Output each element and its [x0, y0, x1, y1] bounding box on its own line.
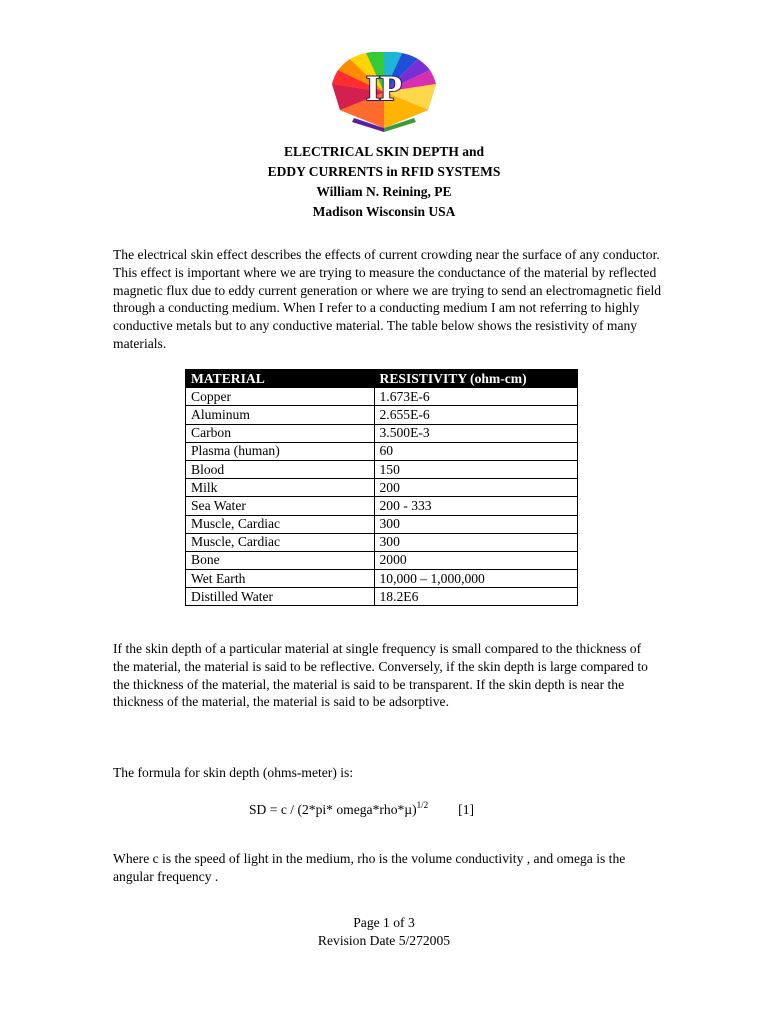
resistivity-cell: 1.673E-6 — [374, 388, 578, 406]
title-line-2: EDDY CURRENTS in RFID SYSTEMS — [267, 164, 501, 179]
table-row — [186, 551, 578, 569]
material-cell: Carbon — [186, 424, 375, 442]
resistivity-cell: 300 — [374, 515, 578, 533]
equation-number: [1] — [458, 802, 475, 817]
resistivity-table — [185, 369, 578, 606]
logo-text: IP — [366, 68, 402, 108]
resistivity-cell: 2.655E-6 — [374, 406, 578, 424]
resistivity-cell: 60 — [374, 442, 578, 460]
page-number: Page 1 of 3 — [353, 915, 415, 930]
column-header-material: MATERIAL — [186, 370, 375, 388]
resistivity-cell: 200 - 333 — [374, 497, 578, 515]
material-cell: Blood — [186, 460, 375, 478]
resistivity-cell: 2000 — [374, 551, 578, 569]
material-cell: Sea Water — [186, 497, 375, 515]
revision-date: Revision Date 5/272005 — [317, 932, 451, 948]
company-logo — [324, 52, 444, 132]
table-row — [186, 497, 578, 515]
formula-exponent: 1/2 — [416, 800, 429, 810]
column-header-resistivity: RESISTIVITY (ohm-cm) — [374, 370, 578, 388]
table-row — [186, 406, 578, 424]
table-row — [186, 460, 578, 478]
table-row — [186, 588, 578, 606]
table-header-row — [186, 370, 578, 388]
resistivity-cell: 3.500E-3 — [374, 424, 578, 442]
table-row — [186, 479, 578, 497]
material-cell: Wet Earth — [186, 570, 375, 588]
material-cell: Muscle, Cardiac — [186, 533, 375, 551]
document-title-block — [0, 142, 768, 222]
material-cell: Copper — [186, 388, 375, 406]
material-cell: Milk — [186, 479, 375, 497]
table-row — [186, 442, 578, 460]
table-row — [186, 424, 578, 442]
intro-paragraph: The electrical skin effect describes the effects of current crowding near the surface of any conductor. This effect is important where we are trying to measure the conductance of the material by reflected magnetic flux due to eddy current generation or where we are trying to send an electromagnetic field through a conducting medium. When I refer to a conducting medium I am not referring to highly conductive metals but to any conductive material. The table below shows the resistivity of many materials. — [113, 247, 662, 351]
title-line-1: ELECTRICAL SKIN DEPTH and — [284, 144, 484, 159]
table-row — [186, 570, 578, 588]
material-cell: Plasma (human) — [186, 442, 375, 460]
material-cell: Bone — [186, 551, 375, 569]
material-cell: Distilled Water — [186, 588, 375, 606]
page-footer — [0, 914, 768, 949]
skin-depth-paragraph: If the skin depth of a particular material at single frequency is small compared to the thickness of the material, the material is said to be reflective. Conversely, if the skin depth is large compared to the thickness of the material, the material is said to be transparent. If the skin depth is near the thickness of the material, the material is said to be adsorptive. — [113, 641, 648, 710]
resistivity-cell: 300 — [374, 533, 578, 551]
definitions-paragraph: Where c is the speed of light in the medium, rho is the volume conductivity , and omega is the angular frequency . — [113, 851, 626, 884]
material-cell: Muscle, Cardiac — [186, 515, 375, 533]
resistivity-cell: 18.2E6 — [374, 588, 578, 606]
table-row — [186, 515, 578, 533]
author-name: William N. Reining, PE — [316, 184, 452, 199]
formula-expression: SD = c / (2*pi* omega*rho*µ) — [249, 802, 417, 817]
table-row — [186, 533, 578, 551]
resistivity-cell: 150 — [374, 460, 578, 478]
resistivity-cell: 200 — [374, 479, 578, 497]
resistivity-cell: 10,000 – 1,000,000 — [374, 570, 578, 588]
table-row — [186, 388, 578, 406]
material-cell: Aluminum — [186, 406, 375, 424]
skin-depth-formula — [249, 796, 474, 819]
author-location: Madison Wisconsin USA — [312, 204, 456, 219]
formula-intro: The formula for skin depth (ohms-meter) is: — [113, 765, 354, 780]
